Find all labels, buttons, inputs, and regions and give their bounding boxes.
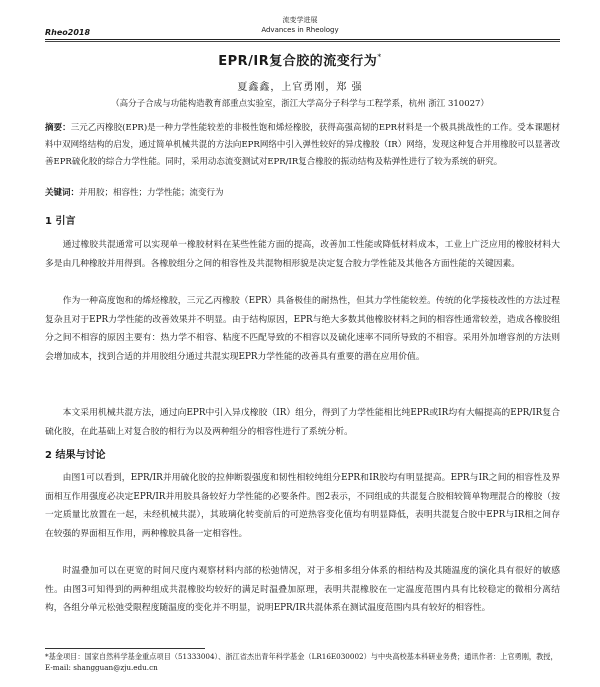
authors: 夏鑫鑫，上官勇刚，郑 强 xyxy=(237,82,363,93)
section-heading-results: 2 结果与讨论 xyxy=(45,450,106,461)
results-paragraph-2: 时温叠加可以在更宽的时间尺度内观察材料内部的松弛情况，对于多相多组分体系的相结构及其随温度的演化具有很好的敏感性。由图3可知得到的两种组成共混橡胶均较好的满足时温叠加原理，表明共混橡胶在一定温度范围内具有比较稳定的微相分离结构，各组分单元松弛受限程度随温度的变化并不明显，说明EPR/IR共混体系在测试温度范围内具有较好的相容性。 xyxy=(45,566,560,614)
abstract-text: 三元乙丙橡胶(EPR)是一种力学性能较差的非极性饱和烯烃橡胶，获得高强高韧的EPR材料是一个极具挑战性的工作。受本课题材料中双网络结构的启发，通过简单机械共混的方法向EPR网络中引入弹性较好的异戊橡胶（IR）网络，发现这种复合并用橡胶可以显著改善EPR硫化胶的综合力学性能。同时，采用动态流变测试对EPR/IR复合橡胶的振动结构及粘弹性进行了较为系统的研究。 xyxy=(45,123,560,167)
section-heading-intro: 1 引言 xyxy=(45,216,76,227)
keywords-text: 并用胶；相容性；力学性能；流变行为 xyxy=(79,188,224,198)
results-paragraph-1: 由图1可以看到，EPR/IR并用硫化胶的拉伸断裂强度和韧性相较纯组分EPR和IR胶均有明显提高。EPR与IR之间的相容性及界面相互作用强度必决定EPR/IR并用胶具备较好力学性能的必要条件。图2表示，不同组成的共混复合胶相较简单物理混合的橡胶（按一定质量比放置在一起，未经机械共混），其玻璃化转变前后的可逆热容变化值均有明显降低，表明共混复合胶中EPR与IR相之间存在较强的界面相互作用，两种橡胶具备一定相容性。 xyxy=(45,473,560,539)
header-rule-thin xyxy=(45,41,560,42)
abstract-label: 摘要： xyxy=(45,123,71,133)
affiliation: （高分子合成与功能构造教育部重点实验室，浙江大学高分子科学与工程学系，杭州 浙江 310027） xyxy=(111,99,489,109)
intro-paragraph-2: 作为一种高度饱和的烯烃橡胶，三元乙丙橡胶（EPR）具备极佳的耐热性，但其力学性能较差。传统的化学接枝改性的方法过程复杂且对于EPR力学性能的改善效果并不明显。由于结构原因，EPR与绝大多数其他橡胶材料之间的相容性通常较差，造成各橡胶组分之间不相容的原因主要有：热力学不相容、粘度不匹配导致的不相容以及硫化速率不同所导致的不相容。采用外加增容剂的方法则会增加成本，找到合适的并用胶组分通过共混实现EPR力学性能的改善具有重要的潜在应用价值。 xyxy=(45,296,560,362)
header-rule xyxy=(45,39,560,40)
footnote-rule xyxy=(45,648,205,649)
keywords-label: 关键词： xyxy=(45,188,80,198)
paper-title xyxy=(0,50,600,69)
footnote: *基金项目：国家自然科学基金重点项目（51333004）、浙江省杰出青年科学基金（LR16E030002）与中央高校基本科研业务费；通讯作者：上官勇刚，教授，E-mail: shangguan@zju.edu.cn xyxy=(45,652,558,672)
abstract xyxy=(45,120,560,171)
header-left-label: Rheo2018 xyxy=(45,28,91,37)
intro-paragraph-3: 本文采用机械共混方法，通过向EPR中引入异戊橡胶（IR）组分，得到了力学性能相比纯EPR或IR均有大幅提高的EPR/IR复合硫化胶，在此基础上对复合胶的相行为以及两种组分的相容性进行了系统分析。 xyxy=(45,408,560,437)
intro-paragraph-1: 通过橡胶共混通常可以实现单一橡胶材料在某些性能方面的提高，改善加工性能或降低材料成本，工业上广泛应用的橡胶材料大多是由几种橡胶并用得到。各橡胶组分之间的相容性及共混物相形貌是决定复合胶力学性能及其他各方面性能的关键因素。 xyxy=(45,240,560,269)
journal-name-cn: 流变学进展 xyxy=(282,16,318,24)
title-footnote-mark: * xyxy=(377,52,382,62)
keywords xyxy=(45,186,560,198)
paper-title-text: EPR/IR复合胶的流变行为 xyxy=(218,54,378,69)
journal-name-en: Advances in Rheology xyxy=(261,26,339,34)
